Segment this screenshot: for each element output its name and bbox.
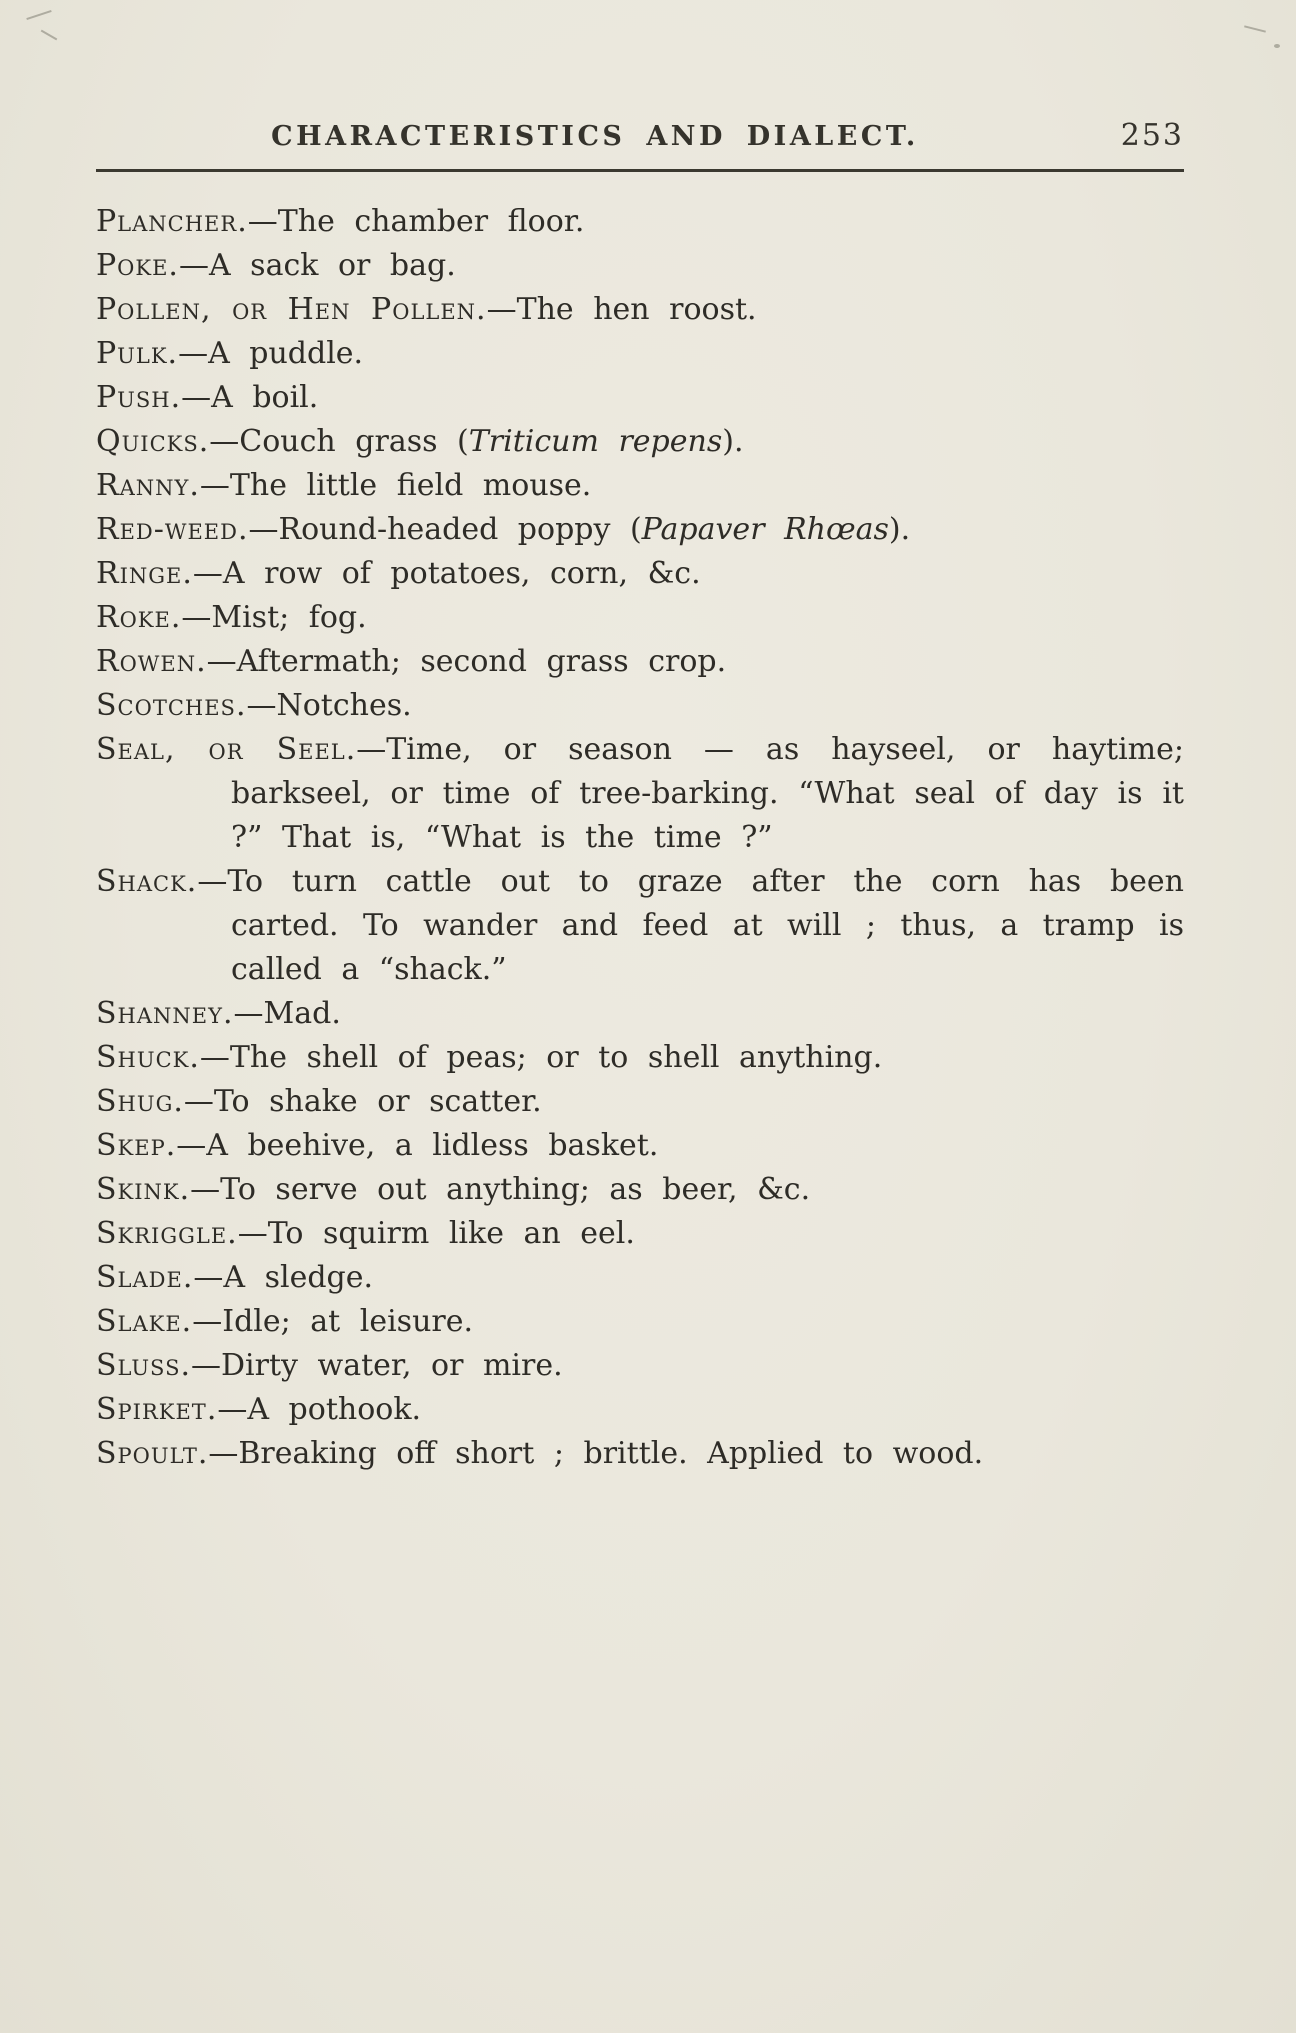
entry-definition-text: ). (888, 512, 911, 547)
glossary-entry (96, 728, 1184, 860)
entry-term: Poke. (96, 248, 179, 283)
glossary-entry (96, 1344, 1184, 1388)
running-head-title: CHARACTERISTICS AND DIALECT. (271, 121, 919, 152)
entry-definition-text: —A boil. (181, 380, 319, 415)
entry-term: Red-weed. (96, 512, 249, 547)
scan-artifact (1244, 25, 1266, 32)
entry-definition-text: —To shake or scatter. (183, 1084, 542, 1119)
entry-definition-text: —The shell of peas; or to shell anything. (199, 1040, 883, 1075)
entry-definition-text: —Couch grass ( (209, 424, 469, 459)
glossary-entry (96, 1080, 1184, 1124)
entry-term: Ranny. (96, 468, 200, 503)
glossary-entry (96, 596, 1184, 640)
glossary-entry (96, 288, 1184, 332)
entry-term: Shuck. (96, 1040, 200, 1075)
entry-definition-text: —Dirty water, or mire. (191, 1348, 563, 1383)
entry-definition-text: —Aftermath; second grass crop. (206, 644, 727, 679)
glossary-entry (96, 376, 1184, 420)
glossary-entry (96, 200, 1184, 244)
entry-term: Rowen. (96, 644, 207, 679)
entry-term: Pollen, or Hen Pollen. (96, 292, 487, 327)
glossary-entry (96, 420, 1184, 464)
entry-definition-text: —The hen roost. (486, 292, 757, 327)
glossary-entry (96, 1168, 1184, 1212)
entry-definition-text: ). (722, 424, 744, 459)
glossary-entry (96, 640, 1184, 684)
glossary-entry (96, 1124, 1184, 1168)
entry-term: Ringe. (96, 556, 193, 591)
glossary-entry (96, 992, 1184, 1036)
entry-definition-text: —To turn cattle out to graze after the corn has been carted. To wander and feed at will ; thus, a tramp is called a “shack.” (197, 864, 1184, 987)
entry-term: Spoult. (96, 1436, 209, 1471)
entry-term: Scotches. (96, 688, 247, 723)
glossary-entry (96, 860, 1184, 992)
glossary-entry-list (96, 200, 1184, 1476)
entry-definition-text: —Round-headed poppy ( (248, 512, 642, 547)
page-header (96, 118, 1184, 153)
entry-definition-text: —To squirm like an eel. (237, 1216, 635, 1251)
glossary-entry (96, 1212, 1184, 1256)
entry-term: Push. (96, 380, 182, 415)
glossary-entry (96, 508, 1184, 552)
glossary-entry (96, 332, 1184, 376)
entry-definition-text: —The chamber floor. (247, 204, 585, 239)
entry-definition-latin-name: Papaver Rhœas (641, 512, 889, 547)
scan-artifact (26, 10, 51, 20)
entry-definition-text: —Time, or season — as hayseel, or haytime; barkseel, or time of tree-barking. “What seal of day is it ?” That is, “What is the time ?” (231, 732, 1184, 855)
entry-definition-text: —A sack or bag. (178, 248, 456, 283)
entry-term: Pulk. (96, 336, 179, 371)
entry-term: Slade. (96, 1260, 194, 1295)
entry-term: Shack. (96, 864, 198, 899)
entry-term: Quicks. (96, 424, 210, 459)
entry-term: Seal, or Seel. (96, 732, 357, 767)
glossary-entry (96, 1300, 1184, 1344)
entry-definition-text: —Idle; at leisure. (192, 1304, 474, 1339)
entry-term: Roke. (96, 600, 182, 635)
header-rule (96, 169, 1184, 172)
entry-definition-text: —A sledge. (193, 1260, 374, 1295)
glossary-entry (96, 1432, 1184, 1476)
scan-artifact (1274, 44, 1280, 48)
entry-definition-text: —Mad. (233, 996, 341, 1031)
glossary-entry (96, 684, 1184, 728)
entry-definition-text: —The little field mouse. (199, 468, 592, 503)
glossary-entry (96, 1256, 1184, 1300)
entry-definition-text: —A pothook. (217, 1392, 422, 1427)
entry-definition-text: —To serve out anything; as beer, &c. (190, 1172, 811, 1207)
entry-definition-text: —Notches. (246, 688, 412, 723)
entry-term: Skep. (96, 1128, 177, 1163)
entry-term: Plancher. (96, 204, 248, 239)
entry-definition-text: —A beehive, a lidless basket. (176, 1128, 659, 1163)
glossary-entry (96, 244, 1184, 288)
entry-term: Shug. (96, 1084, 184, 1119)
entry-definition-latin-name: Triticum repens (468, 424, 723, 459)
entry-definition-text: —A puddle. (178, 336, 364, 371)
entry-definition-text: —Breaking off short ; brittle. Applied to wood. (208, 1436, 984, 1471)
entry-term: Skriggle. (96, 1216, 238, 1251)
scan-artifact (41, 30, 58, 41)
glossary-entry (96, 1388, 1184, 1432)
glossary-entry (96, 552, 1184, 596)
entry-term: Shanney. (96, 996, 234, 1031)
entry-term: Spirket. (96, 1392, 218, 1427)
entry-term: Slake. (96, 1304, 193, 1339)
glossary-entry (96, 464, 1184, 508)
entry-definition-text: —A row of potatoes, corn, &c. (192, 556, 701, 591)
glossary-entry (96, 1036, 1184, 1080)
page-number: 253 (1120, 118, 1184, 153)
entry-term: Skink. (96, 1172, 191, 1207)
entry-definition-text: —Mist; fog. (181, 600, 367, 635)
entry-term: Sluss. (96, 1348, 191, 1383)
